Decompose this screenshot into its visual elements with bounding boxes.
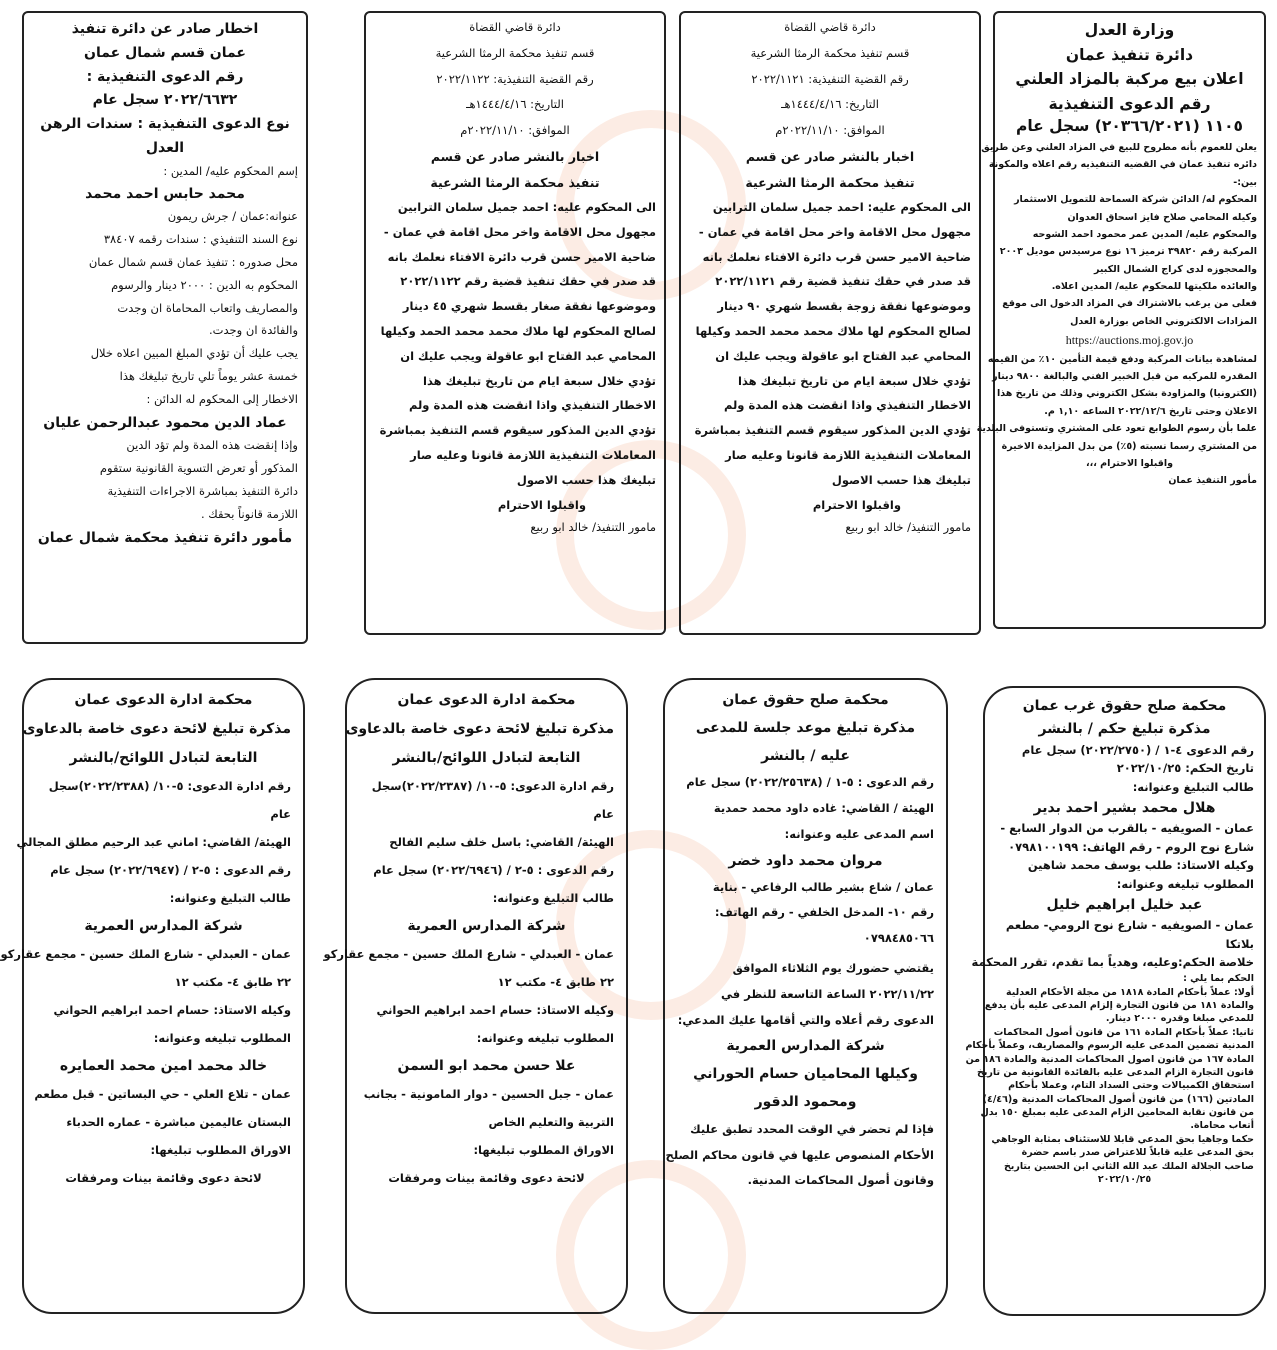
text-line: وكيله المحامي صلاح فايز اسحاق العدوان <box>1067 211 1257 223</box>
text-line: المطلوب تبليغه وعنوانه: <box>1116 877 1254 892</box>
applicant-name: شركة المدارس العمرية <box>84 918 243 935</box>
text-line: الاخطار إلى المحكوم له الدائن : <box>146 391 298 406</box>
text-line: الاخطار التنفيذي واذا انقضت هذه المدة ولم <box>723 398 971 413</box>
text-line: شارع نوح الروم - رقم الهاتف: ٠٧٩٨١٠٠١٩٩ <box>1008 839 1254 854</box>
notice-heading: محكمة ادارة الدعوى عمان <box>397 692 576 708</box>
notice-case-management-2387 <box>323 678 628 1314</box>
signature-line: مأمور دائرة تنفيذ محكمة شمال عمان <box>37 529 293 546</box>
text-line: قد صدر في حقك تنفيذ قضية رقم ٢٠٢٢/١١٢٢ <box>400 274 656 289</box>
case-number: رقم ادارة الدعوى: ٥-١٠/ (٢٠٢٢/٢٣٨٨)سجل <box>48 779 291 794</box>
text-line: وكيله الاستاذ: حسام احمد ابراهيم الحواني <box>53 1002 291 1017</box>
text-line: لمشاهدة بيانات المركبة ودفع قيمة التأمين ١٠٪ من القيمه <box>987 353 1257 365</box>
text-line: المعاملات التنفيذية اللازمة قانونا وعليه صار <box>725 447 971 462</box>
text-line: أتعاب محاماة. <box>1190 1120 1254 1132</box>
text-line: واقبلوا الاحترام ،،، <box>1086 458 1173 469</box>
case-number: ١١٠٥ (٢٠٣٦٦/٢٠٢١) سجل عام <box>1015 117 1244 136</box>
text-line: فإذا لم تحضر في الوقت المحدد تطبق عليك <box>690 1121 934 1136</box>
text-line: تبليغك هذا حسب الاصول <box>831 472 971 487</box>
notice-subheading: اخبار بالنشر صادر عن قسم <box>430 148 600 164</box>
notice-heading: مذكرة تبليغ لائحة دعوى خاصة بالدعاوى <box>22 720 291 737</box>
text-line: من المشتري رسما نسبته (٥٪) من بدل المزايدة الاخيرة <box>1001 440 1257 452</box>
hijri-date: التاريخ: ١٤٤٤/٤/١٦هـ <box>466 97 564 112</box>
text-line: رقم ١٠- المدخل الخلفي - رقم الهاتف: <box>714 905 934 920</box>
notice-heading: اعلان بيع مركبة بالمزاد العلني <box>1015 70 1244 89</box>
judge-line: الهيئة/ القاضي: باسل خلف سليم الفالح <box>389 834 614 849</box>
notice-subheading: تنفيذ محكمة الرمثا الشرعية <box>430 174 600 190</box>
notice-heading: مذكرة تبليغ موعد جلسة للمدعى <box>695 719 916 736</box>
case-number: رقم ادارة الدعوى: ٥-١٠/ (٢٠٢٢/٢٣٨٧)سجل <box>371 779 614 794</box>
text-line: التربية والتعليم الخاص <box>488 1114 614 1129</box>
signature-line: مامور التنفيذ/ خالد ابو ربيع <box>845 520 971 535</box>
text-line: قد صدر في حقك تنفيذ قضية رقم ٢٠٢٢/١١٢١ <box>715 274 971 289</box>
text-line: المادتين (١٦٦) من قانون أصول المحاكمات المدنية و(٤/٤٦) <box>982 1093 1254 1105</box>
text-line: وكيله الاستاذ: طلب يوسف محمد شاهين <box>1027 858 1254 873</box>
text-line: تؤدي الدين المذكور سيقوم قسم التنفيذ بمباشرة <box>379 423 656 438</box>
text-line: المادة ١٦٧ من قانون اصول المحاكمات المدنية والمادة ١٨٦ من <box>965 1053 1254 1065</box>
text-line: الدعوى رقم أعلاه والتي أقامها عليك المدعي: <box>677 1012 934 1027</box>
text-line: ٢٢ طابق ٤- مكتب ١٢ <box>174 974 291 989</box>
text-line: ٢٠٢٢/١١/٢٢ الساعة التاسعة للنظر في <box>721 986 934 1001</box>
text-line: وموضوعها نفقة صغار بقسط شهري ٤٥ دينار <box>402 299 656 314</box>
text-line: ٢٠٢٢/١٠/٢٥ <box>1097 1174 1152 1186</box>
defendant-name: مروان محمد داود خضر <box>728 852 883 869</box>
text-line: الى المحكوم عليه: احمد جميل سلمان الترابين <box>712 199 971 214</box>
judge-line: الهيئة / القاضي: غاده داود محمد حمدية <box>713 801 934 816</box>
text-line: وكيلها المحاميان حسام الحوراني <box>693 1066 918 1083</box>
notice-heading: قسم تنفيذ محكمة الرمثا الشرعية <box>750 45 910 60</box>
text-line: واقبلوا الاحترام <box>812 497 901 512</box>
text-line: محل صدوره : تنفيذ عمان قسم شمال عمان <box>88 254 298 269</box>
text-line: المعاملات التنفيذية اللازمة قانونا وعليه صار <box>410 447 656 462</box>
text-line: الحكم بما يلي : <box>1183 973 1254 985</box>
defendant-name: خالد محمد امين محمد العمايره <box>59 1058 268 1075</box>
case-number: رقم القضية التنفيذية: ٢٠٢٢/١١٢٢ <box>436 71 594 86</box>
signature-line: مامور التنفيذ/ خالد ابو ربيع <box>530 520 656 535</box>
notice-heading: دائرة تنفيذ عمان <box>1065 45 1194 64</box>
text-line: خمسة عشر يوماً تلي تاريخ تبليغك هذا <box>119 368 298 383</box>
case-number: رقم الدعوى : ٥-٢ / (٢٠٢٢/٦٩٤٧) سجل عام <box>50 862 291 877</box>
text-line: عمان - العبدلي - شارع الملك حسين - مجمع عقاركو <box>0 947 291 962</box>
text-line: عمان - جبل الحسين - دوار المامونية - بجانب <box>363 1087 614 1102</box>
text-line: تؤدي الدين المذكور سيقوم قسم التنفيذ بمباشرة <box>694 423 971 438</box>
text-line: عمان - العبدلي - شارع الملك حسين - مجمع عقاركو <box>323 947 614 962</box>
text-line: عمان - الصويفيه - شارع نوح الرومي- مطعم <box>1005 917 1254 932</box>
text-line: (الكترونيا) والمزاودة بشكل الكتروني وذلك من تاريخ هذا <box>997 388 1257 400</box>
text-line: حكما وجاهيا بحق المدعي قابلا للاستئناف بمثابة الوجاهي <box>991 1133 1254 1145</box>
text-line: الاوراق المطلوب تبليغها: <box>473 1142 614 1157</box>
text-line: المحكوم له/ الدائن شركة السماحة للتمويل الاستثمار <box>1014 194 1257 206</box>
text-line: المطلوب تبليغه وعنوانه: <box>476 1030 614 1045</box>
notice-subheading: اخبار بالنشر صادر عن قسم <box>745 148 915 164</box>
text-line: بلاتكا <box>1225 936 1254 951</box>
text-line: الاخطار التنفيذي واذا انقضت هذه المدة ولم <box>408 398 656 413</box>
text-line: واقبلوا الاحترام <box>497 497 586 512</box>
text-line: وموضوعها نفقة زوجة بقسط شهري ٩٠ دينار <box>717 299 971 314</box>
documents-line: لائحة دعوى وقائمة بينات ومرفقات <box>65 1170 262 1185</box>
case-number: ٢٠٢٢/٦٦٣٢ سجل عام <box>92 92 238 109</box>
text-line: لصالح المحكوم لها ملاك محمد محمد الحمد وكيلها <box>695 323 971 338</box>
text-line: طالب التبليغ وعنوانه: <box>1132 780 1254 795</box>
text-line: ضاحية الامير حسن قرب دائرة الافتاء نعلمك بانه <box>387 249 656 264</box>
text-line: علما بأن رسوم الطوابع تعود على المشتري وتستوفى البلدية <box>976 423 1257 435</box>
text-line: المقدره للمركبه من قبل الخبير الفني والبالغة ٩٨٠٠ دينار <box>992 371 1257 383</box>
text-line: البستان عاليمين مباشرة - عماره الحدباء <box>66 1114 291 1129</box>
text-line: قانون التجارة الزام المدعى عليه بالفائدة القانونية من تاريخ <box>977 1066 1254 1078</box>
text-line: المحامي عبد الفتاح ابو عاقولة ويجب عليك ان <box>715 348 971 363</box>
text-line: ضاحية الامير حسن قرب دائرة الافتاء نعلمك بانه <box>702 249 971 264</box>
text-line: للمدعي مبلغا وقدره ٢٠٠٠ دينار. <box>1105 1013 1254 1025</box>
text-line: الى المحكوم عليه: احمد جميل سلمان الترابين <box>397 199 656 214</box>
creditor-name: عماد الدين محمود عبدالرحمن عليان <box>43 414 287 431</box>
text-line: تبليغك هذا حسب الاصول <box>516 472 656 487</box>
signature-line: مأمور التنفيذ عمان <box>1168 475 1257 487</box>
text-line: المذكور أو تعرض التسوية القانونية ستقوم <box>99 461 298 476</box>
text-line: تؤدي خلال سبعة ايام من تاريخ تبليغك هذا <box>423 373 656 388</box>
text-line: عمان - الصويفيه - بالقرب من الدوار السابع - <box>1000 820 1254 835</box>
notice-heading: التابعة لتبادل اللوائح/بالنشر <box>392 749 581 766</box>
phone-number: ٠٧٩٨٤٨٥٠٦٦ <box>863 931 934 946</box>
notice-vehicle-auction <box>976 11 1266 629</box>
case-number: رقم القضية التنفيذية: ٢٠٢٢/١١٢١ <box>751 71 909 86</box>
text-line: لصالح المحكوم لها ملاك محمد محمد الحمد وكيلها <box>380 323 656 338</box>
text-line: عمان - تلاع العلي - حي البساتين - قبل مطعم <box>34 1087 291 1102</box>
notice-north-amman-enforcement <box>22 11 308 644</box>
text-line: يجب عليك أن تؤدي المبلغ المبين اعلاه خلال <box>90 346 298 361</box>
judge-line: الهيئة/ القاضي: اماني عبد الرحيم مطلق المجالي <box>16 834 291 849</box>
text-line: بحق المدعى عليه قابلاً للاعتراض صدر باسم حضرة <box>1021 1147 1254 1159</box>
text-line: دائره تنفيذ عمان في القضيه التنفيذيه رقم اعلاه والمكونة <box>988 159 1257 171</box>
gregorian-date: الموافق: ٢٠٢٢/١١/١٠م <box>460 123 570 138</box>
text-line: والمصاريف واتعاب المحاماة ان وجدت <box>117 300 298 315</box>
notice-case-management-2388 <box>0 678 305 1314</box>
defendant-name: علا حسن محمد ابو السمن <box>397 1058 576 1075</box>
notice-amman-hearing-summons <box>663 678 948 1314</box>
text-line: خلاصة الحكم:وعليه، وهدياً بما تقدم، تقرر المحكمة <box>971 955 1254 970</box>
text-line: بين:- <box>1233 176 1257 188</box>
text-line: ٢٢ طابق ٤- مكتب ١٢ <box>497 974 614 989</box>
judgment-date: تاريخ الحكم: ٢٠٢٢/١٠/٢٥ <box>1116 761 1254 776</box>
text-line: ثانيا: عملاً بأحكام المادة ١٦١ من قانون أصول المحاكمات <box>993 1026 1254 1038</box>
text-line: والمادة ١٨١ من قانون التجارة إلزام المدعى عليه بأن يدفع <box>984 999 1254 1011</box>
text-line: وقانون أصول المحاكمات المدنية. <box>747 1173 934 1188</box>
debtor-name: محمد حابس احمد محمد <box>85 185 245 202</box>
text-line: أولا: عملاً بأحكام المادة ١٨١٨ من مجلة الأحكام العدلية <box>1006 986 1254 998</box>
text-line: صاحب الجلالة الملك عبد الله الثاني ابن الحسين بتاريخ <box>1003 1160 1254 1172</box>
applicant-name: هلال محمد بشير احمد بدير <box>1033 799 1216 816</box>
text-line: إسم المحكوم عليه/ المدين : <box>163 163 298 178</box>
text-line: المركبة رقم ٣٩٨٢٠ ترميز ١٦ نوع مرسيدس موديل ٢٠٠٣ <box>999 246 1257 258</box>
notice-heading: رقم الدعوى التنفيذية <box>1048 94 1211 113</box>
text-line: طالب التبليغ وعنوانه: <box>169 890 291 905</box>
text-line: عنوانه:عمان / جرش ريمون <box>167 209 298 224</box>
auction-url: https://auctions.moj.gov.jo <box>1065 333 1194 348</box>
applicant-name: شركة المدارس العمرية <box>407 918 566 935</box>
notice-heading: العدل <box>145 139 185 156</box>
notice-west-amman-judgment <box>965 686 1266 1316</box>
text-line: عمان / شاع بشير طالب الرفاعي - بناية <box>712 879 934 894</box>
gregorian-date: الموافق: ٢٠٢٢/١١/١٠م <box>775 123 885 138</box>
text-line: المزادات الالكتروني الخاص بوزارة العدل <box>1070 315 1257 327</box>
text-line: والعائده ملكيتها للمحكوم عليه/ المدين اعلاه. <box>1051 281 1257 293</box>
text-line: وكيله الاستاذ: حسام احمد ابراهيم الحواني <box>376 1002 614 1017</box>
text-line: الاعلان وحتى تاريخ ٢٠٢٢/١٢/٦ الساعه ١,١٠ م. <box>1044 405 1257 417</box>
text-line: يقتضي حضورك يوم الثلاثاء الموافق <box>732 960 934 975</box>
text-line: دائرة التنفيذ بمباشرة الاجراءات التنفيذية <box>107 483 298 498</box>
notice-ramtha-enforcement-1122 <box>364 11 666 635</box>
text-line: اسم المدعى عليه وعنوانه: <box>784 826 934 841</box>
defendant-name: عبد خليل ابراهيم خليل <box>1046 896 1203 913</box>
case-number: رقم الدعوى ٤-١ / (٢٠٢٢/٢٧٥٠) سجل عام <box>1021 742 1254 757</box>
notice-heading: محكمة صلح حقوق غرب عمان <box>1022 698 1227 714</box>
text-line: والمحكوم عليه/ المدين عمر محمود احمد الشوحه <box>1032 228 1257 240</box>
text-line: يعلن للعموم بأنه مطروح للبيع في المزاد العلني وعن طريق <box>981 141 1257 153</box>
text-line: استحقاق الكمبيالات وحتى السداد التام، وعملا بأحكام <box>1008 1080 1254 1092</box>
notice-heading: مذكرة تبليغ حكم / بالنشر <box>1038 720 1211 737</box>
notice-ramtha-enforcement-1121 <box>679 11 981 635</box>
hijri-date: التاريخ: ١٤٤٤/٤/١٦هـ <box>781 97 879 112</box>
notice-heading: عمان قسم شمال عمان <box>84 44 246 61</box>
text-line: والفائدة ان وجدت. <box>209 323 298 338</box>
text-line: مجهول محل الاقامة واخر محل اقامة في عمان - <box>383 224 656 239</box>
case-number: رقم الدعوى : ٥-٢ / (٢٠٢٢/٦٩٤٦) سجل عام <box>373 862 614 877</box>
notice-heading: عليه / بالنشر <box>761 747 850 764</box>
text-line: نوع السند التنفيذي : سندات رقمه ٣٨٤٠٧ <box>103 232 298 247</box>
notice-heading: محكمة صلح حقوق عمان <box>722 692 889 708</box>
text-line: المطلوب تبليغه وعنوانه: <box>153 1030 291 1045</box>
text-line: من قانون نقابة المحامين الزام المدعى عليه بمبلغ ١٥٠ بدل <box>980 1107 1254 1119</box>
text-line: طالب التبليغ وعنوانه: <box>492 890 614 905</box>
text-line: المحكوم به الدين : ٢٠٠٠ دينار والرسوم <box>111 277 298 292</box>
notice-heading: وزارة العدل <box>1084 21 1175 39</box>
documents-line: لائحة دعوى وقائمة بينات ومرفقات <box>388 1170 585 1185</box>
notice-heading: رقم الدعوى التنفيذية : <box>86 68 244 85</box>
text-line: مجهول محل الاقامة واخر محل اقامة في عمان - <box>698 224 971 239</box>
notice-heading: اخطار صادر عن دائرة تنفيذ <box>71 21 259 37</box>
text-line: اللازمة قانوناً بحقك . <box>200 506 298 521</box>
plaintiff-name: شركة المدارس العمرية <box>726 1038 885 1055</box>
case-number: رقم الدعوى : ٥-١ / (٢٠٢٢/٢٥٦٣٨) سجل عام <box>686 775 934 790</box>
text-line: وإذا إنقضت هذه المدة ولم تؤد الدين <box>126 438 298 453</box>
notice-heading: التابعة لتبادل اللوائح/بالنشر <box>69 749 258 766</box>
notice-heading: دائرة قاضي القضاة <box>469 20 561 34</box>
text-line: ومحمود الدقور <box>754 1093 857 1110</box>
text-line: الاوراق المطلوب تبليغها: <box>150 1142 291 1157</box>
text-line: الأحكام المنصوص عليها في قانون محاكم الصلح <box>665 1147 934 1162</box>
text-line: عام <box>270 807 291 822</box>
notice-heading: مذكرة تبليغ لائحة دعوى خاصة بالدعاوى <box>345 720 614 737</box>
text-line: تؤدي خلال سبعة ايام من تاريخ تبليغك هذا <box>738 373 971 388</box>
notice-heading: محكمة ادارة الدعوى عمان <box>74 692 253 708</box>
notice-subheading: تنفيذ محكمة الرمثا الشرعية <box>745 174 915 190</box>
notice-heading: دائرة قاضي القضاة <box>784 20 876 34</box>
text-line: عام <box>593 807 614 822</box>
notice-heading: قسم تنفيذ محكمة الرمثا الشرعية <box>435 45 595 60</box>
notice-heading: نوع الدعوى التنفيذية : سندات الرهن <box>40 116 290 133</box>
text-line: والمحجوزه لدى كراج الشمال الكبير <box>1093 263 1257 275</box>
text-line: المدنية تضمين المدعى عليه الرسوم والمصاريف، وعملاً بأحكام <box>965 1040 1254 1052</box>
text-line: فعلى من يرغب بالاشتراك في المزاد الدخول الى موقع <box>1002 298 1257 310</box>
text-line: المحامي عبد الفتاح ابو عاقولة ويجب عليك ان <box>400 348 656 363</box>
